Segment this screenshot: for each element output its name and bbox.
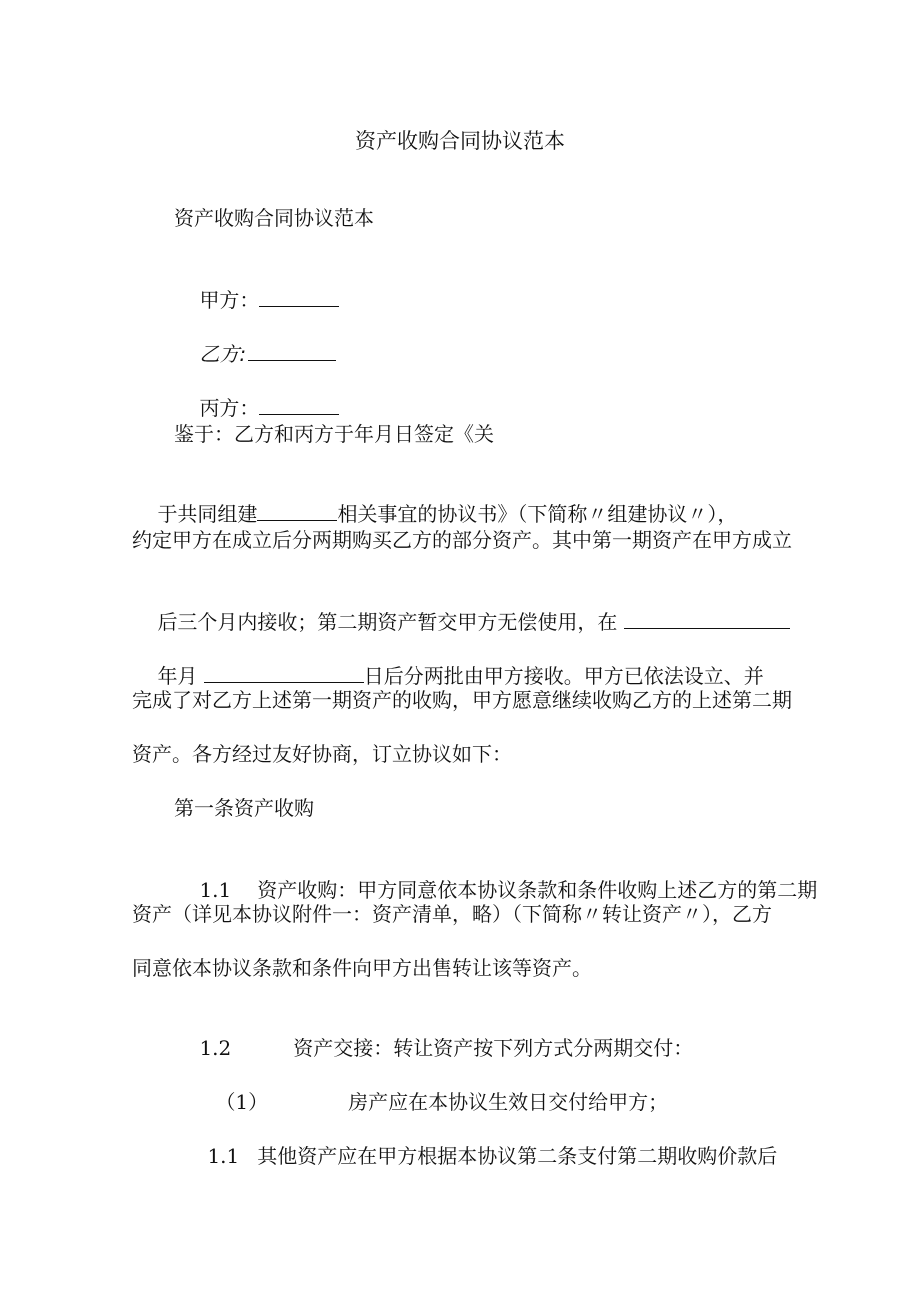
party-b-label: 乙方:: [199, 342, 247, 366]
party-c-label: 丙方：: [199, 396, 260, 420]
clause-1-1-line-3: 同意依本协议条款和条件向甲方出售转让该等资产。: [132, 956, 592, 980]
year-blank: [624, 610, 790, 629]
clause-1-1b-text: 其他资产应在甲方根据本协议第二条支付第二期收购价款后: [257, 1144, 778, 1168]
clause-1-1-line-2: 资产（详见本协议附件一：资产清单，略）（下简称〃转让资产〃），乙方: [132, 902, 772, 926]
item-1-text: 房产应在本协议生效日交付给甲方；: [348, 1090, 669, 1114]
recital-line-5-end: 日后分两批由甲方接收。甲方已依法设立、并: [363, 664, 764, 688]
party-a-blank: [259, 288, 339, 307]
recital-line-1: 鉴于：乙方和丙方于年月日签定《关: [174, 422, 494, 446]
article-1-heading: 第一条资产收购: [174, 796, 314, 820]
party-b-blank: [248, 342, 336, 361]
document-title: 资产收购合同协议范本: [355, 129, 565, 153]
recital-line-4-text: 后三个月内接收；第二期资产暂交甲方无偿使用，在: [157, 610, 624, 634]
clause-1-1-number: 1.1: [199, 878, 232, 902]
recital-line-5-start: 年月: [157, 664, 204, 688]
party-a-label: 甲方：: [199, 288, 260, 312]
organization-name-blank: [257, 502, 337, 521]
clause-1-1-text: 资产收购：甲方同意依本协议条款和条件收购上述乙方的第二期: [257, 878, 818, 902]
date-blank: [204, 664, 364, 683]
recital-line-3: 约定甲方在成立后分两期购买乙方的部分资产。其中第一期资产在甲方成立: [132, 528, 792, 552]
clause-1-2-text: 资产交接：转让资产按下列方式分两期交付：: [293, 1036, 694, 1060]
clause-1-1b-number: 1.1: [207, 1144, 240, 1168]
clause-1-2-number: 1.2: [199, 1036, 232, 1060]
recital-line-7: 资产。各方经过友好协商，订立协议如下：: [132, 742, 512, 766]
party-c-blank: [259, 396, 339, 415]
recital-line-2-start: 于共同组建: [157, 502, 258, 526]
recital-line-6: 完成了对乙方上述第一期资产的收购，甲方愿意继续收购乙方的上述第二期: [132, 688, 792, 712]
document-subtitle: 资产收购合同协议范本: [174, 206, 374, 230]
item-1-number: （1）: [215, 1090, 269, 1114]
recital-line-2-end: 相关事宜的协议书》（下简称〃组建协议〃），: [337, 502, 738, 526]
clause-1-1b-line: [182, 1114, 777, 1198]
